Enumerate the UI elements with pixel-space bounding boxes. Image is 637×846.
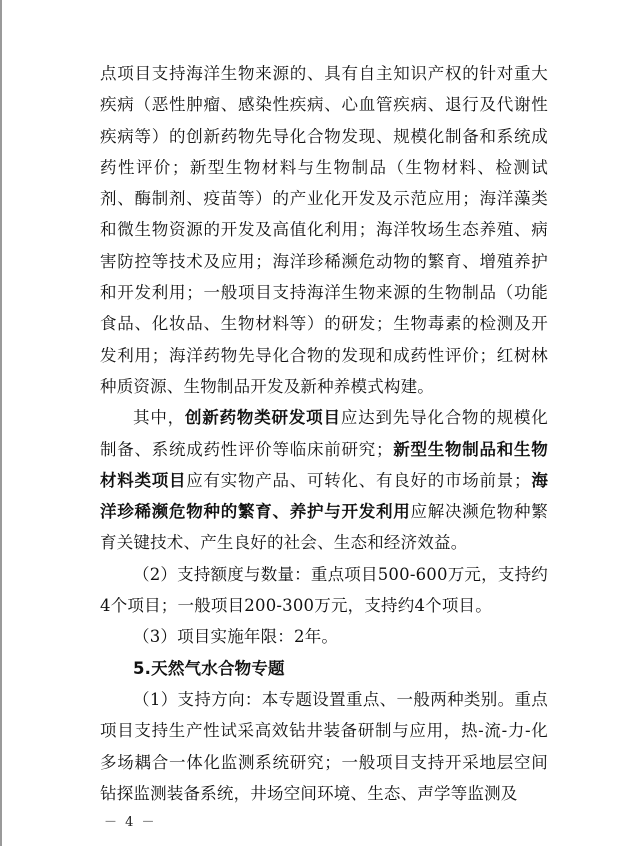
document-body	[100, 58, 548, 809]
section-heading: 5.天然气水合物专题	[133, 658, 285, 678]
paragraph-requirements	[100, 402, 548, 558]
requirements-drugs-text: 应达到先导化合物的规模化制备、系统成药性评价等临床前研究；	[100, 408, 548, 459]
page-number: － 4 －	[104, 815, 157, 830]
bold-biological-products: 新型生物制品和生物材料类项目	[100, 439, 548, 490]
bold-innovative-drugs: 创新药物类研发项目	[184, 408, 341, 428]
paragraph-duration: （3）项目实施年限：2年。	[133, 627, 339, 647]
bold-endangered-species: 海洋珍稀濒危物种的繁育、养护与开发利用	[100, 470, 549, 522]
paragraph-gas-hydrate-directions: （1）支持方向：本专题设置重点、一般两种类别。重点项目支持生产性试采高效钻井装备研制与应用，热-流-力-化多场耦合一体化监测系统研究；一般项目支持开采地层空间钻探监测装备系统，井场空间环境、生态、声学等监测及	[100, 689, 548, 803]
requirements-species-text: 应解决濒危物种繁育关键技术、产生良好的社会、生态和经济效益。	[100, 502, 548, 553]
requirements-products-text: 应有实物产品、可转化、有良好的市场前景；	[186, 470, 531, 490]
paragraph-funding: （2）支持额度与数量：重点项目500-600万元，支持约4个项目；一般项目200-300万元，支持约4个项目。	[100, 564, 548, 616]
requirements-intro: 其中，	[133, 408, 185, 428]
paragraph-research-directions: 点项目支持海洋生物来源的、具有自主知识产权的针对重大疾病（恶性肿瘤、感染性疾病、心血管疾病、退行及代谢性疾病等）的创新药物先导化合物发现、规模化制备和系统成药性评价；新型生物材料与生物制品（生物材料、检测试剂、酶制剂、疫苗等）的产业化开发及示范应用；海洋藻类和微生物资源的开发及高值化利用；海洋牧场生态养殖、病害防控等技术及应用；海洋珍稀濒危动物的繁育、增殖养护和开发利用；一般项目支持海洋生物来源的生物制品（功能食品、化妆品、生物材料等）的研发；生物毒素的检测及开发利用；海洋药物先导化合物的发现和成药性评价；红树林种质资源、生物制品开发及新种养模式构建。	[100, 64, 548, 396]
